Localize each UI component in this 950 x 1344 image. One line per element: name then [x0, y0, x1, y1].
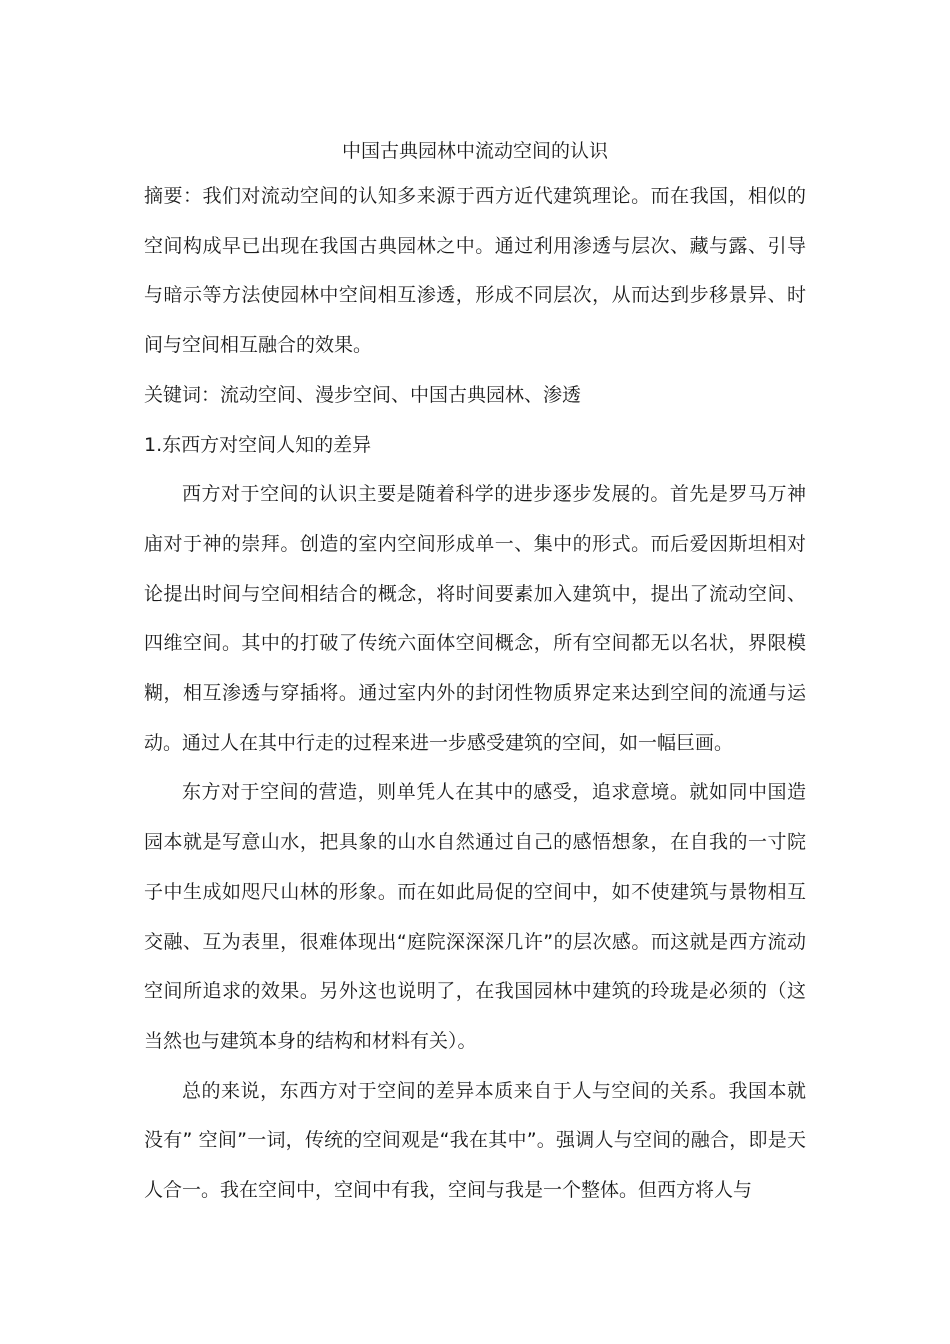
- document-title: 中国古典园林中流动空间的认识: [341, 140, 608, 162]
- keywords-line: 关键词：流动空间、漫步空间、中国古典园林、渗透: [144, 383, 582, 406]
- section-heading: 1.东西方对空间人知的差异: [144, 433, 372, 456]
- document-page: [144, 130, 806, 1216]
- body-paragraph-summary: 总的来说，东西方对于空间的差异本质来自于人与空间的关系。我国本就没有” 空间”一词，传统的空间观是“我在其中”。强调人与空间的融合，即是天人合一。我在空间中，空间中有我，空间与我是一个整体。但西方将人与: [144, 1079, 806, 1202]
- body-paragraph-east: 东方对于空间的营造，则单凭人在其中的感受，追求意境。就如同中国造园本就是写意山水，把具象的山水自然通过自己的感悟想象，在自我的一寸院子中生成如咫尺山林的形象。而在如此局促的空间中，如不使建筑与景物相互交融、互为表里，很难体现出“庭院深深深几许”的层次感。而这就是西方流动空间所追求的效果。另外这也说明了，在我国园林中建筑的玲珑是必须的（这当然也与建筑本身的结构和材料有关）。: [144, 781, 806, 1052]
- abstract-paragraph: 摘要：我们对流动空间的认知多来源于西方近代建筑理论。而在我国，相似的空间构成早已出现在我国古典园林之中。通过利用渗透与层次、藏与露、引导与暗示等方法使园林中空间相互渗透，形成不同层次，从而达到步移景异、时间与空间相互融合的效果。: [144, 185, 806, 357]
- body-paragraph-west: 西方对于空间的认识主要是随着科学的进步逐步发展的。首先是罗马万神庙对于神的崇拜。创造的室内空间形成单一、集中的形式。而后爱因斯坦相对论提出时间与空间相结合的概念，将时间要素加入建筑中，提出了流动空间、四维空间。其中的打破了传统六面体空间概念，所有空间都无以名状，界限模糊，相互渗透与穿插将。通过室内外的封闭性物质界定来达到空间的流通与运动。通过人在其中行走的过程来进一步感受建筑的空间，如一幅巨画。: [144, 483, 806, 754]
